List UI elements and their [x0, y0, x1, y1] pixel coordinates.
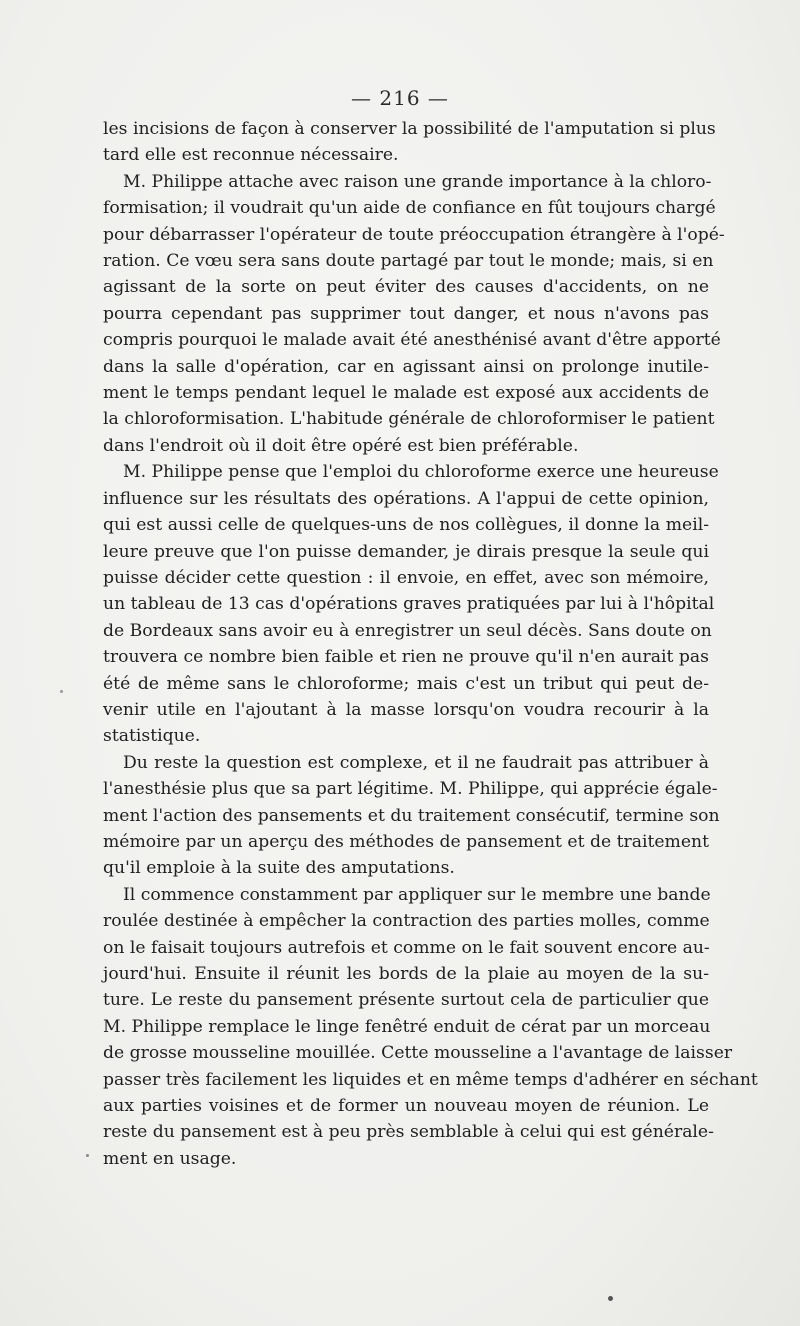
text-line: Il commence constamment par appliquer sur le membre une bande: [123, 884, 711, 905]
text-line: M. Philippe attache avec raison une grande importance à la chloro-: [123, 171, 712, 192]
text-line: ment en usage.: [103, 1148, 237, 1169]
text-line: tard elle est reconnue nécessaire.: [103, 145, 399, 166]
text-line: venir utile en l'ajoutant à la masse lorsqu'on voudra recourir à la: [103, 699, 709, 720]
text-line: Du reste la question est complexe, et il ne faudrait pas attribuer à: [123, 752, 709, 773]
body-text: [103, 116, 758, 1172]
text-line: qui est aussi celle de quelques-uns de nos collègues, il donne la meil-: [103, 515, 709, 536]
text-line: dans l'endroit où il doit être opéré est bien préférable.: [103, 435, 579, 456]
text-line: M. Philippe remplace le linge fenêtré enduit de cérat par un morceau: [103, 1016, 711, 1037]
text-line: de Bordeaux sans avoir eu à enregistrer un seul décès. Sans doute on: [103, 620, 712, 641]
text-line: reste du pansement est à peu près semblable à celui qui est générale-: [103, 1122, 714, 1143]
scan-speck: [608, 1296, 613, 1301]
text-line: compris pourquoi le malade avait été anesthénisé avant d'être apporté: [103, 330, 721, 351]
text-line: passer très facilement les liquides et en même temps d'adhérer en séchant: [103, 1069, 758, 1090]
text-line: jourd'hui. Ensuite il réunit les bords de la plaie au moyen de la su-: [103, 964, 709, 984]
paragraph: [103, 750, 720, 882]
text-line: trouvera ce nombre bien faible et rien ne prouve qu'il n'en aurait pas: [103, 647, 709, 668]
text-line: qu'il emploie à la suite des amputations.: [103, 858, 455, 879]
paragraph: [103, 459, 719, 749]
scan-speck: [86, 1154, 89, 1157]
text-line: agissant de la sorte on peut éviter des causes d'accidents, on ne: [103, 277, 709, 298]
text-line: M. Philippe pense que l'emploi du chloroforme exerce une heureuse: [123, 462, 719, 483]
text-line: la chloroformisation. L'habitude générale de chloroformiser le patient: [103, 409, 715, 430]
paragraph: [103, 169, 725, 459]
text-line: pourra cependant pas supprimer tout danger, et nous n'avons pas: [103, 303, 709, 324]
text-line: les incisions de façon à conserver la possibilité de l'amputation si plus: [103, 119, 716, 139]
text-line: un tableau de 13 cas d'opérations graves pratiquées par lui à l'hôpital: [103, 594, 715, 615]
text-line: ment l'action des pansements et du traitement consécutif, termine son: [103, 805, 720, 826]
text-line: l'anesthésie plus que sa part légitime. M. Philippe, qui apprécie égale-: [103, 779, 718, 800]
paragraph: [103, 882, 758, 1172]
text-line: mémoire par un aperçu des méthodes de pansement et de traitement: [103, 831, 709, 852]
text-line: été de même sans le chloroforme; mais c'est un tribut qui peut de-: [103, 673, 709, 694]
text-line: ment le temps pendant lequel le malade est exposé aux accidents de: [103, 383, 709, 404]
text-line: pour débarrasser l'opérateur de toute préoccupation étrangère à l'opé-: [103, 224, 725, 245]
paragraph: [103, 116, 716, 169]
text-line: leure preuve que l'on puisse demander, je dirais presque la seule qui: [103, 541, 709, 562]
text-line: roulée destinée à empêcher la contraction des parties molles, comme: [103, 911, 710, 932]
text-line: de grosse mousseline mouillée. Cette mousseline a l'avantage de laisser: [103, 1043, 733, 1064]
text-line: influence sur les résultats des opérations. A l'appui de cette opinion,: [103, 488, 709, 509]
text-line: on le faisait toujours autrefois et comme on le fait souvent encore au-: [103, 937, 710, 958]
text-line: aux parties voisines et de former un nouveau moyen de réunion. Le: [103, 1096, 709, 1117]
text-line: ture. Le reste du pansement présente surtout cela de particulier que: [103, 990, 709, 1011]
text-line: puisse décider cette question : il envoie, en effet, avec son mémoire,: [103, 567, 709, 588]
scan-speck: [60, 690, 63, 693]
text-line: statistique.: [103, 726, 201, 747]
page-number: — 216 —: [351, 86, 449, 110]
text-line: formisation; il voudrait qu'un aide de confiance en fût toujours chargé: [103, 198, 716, 219]
text-line: ration. Ce vœu sera sans doute partagé par tout le monde; mais, si en: [103, 251, 714, 272]
text-line: dans la salle d'opération, car en agissant ainsi on prolonge inutile-: [103, 356, 709, 377]
